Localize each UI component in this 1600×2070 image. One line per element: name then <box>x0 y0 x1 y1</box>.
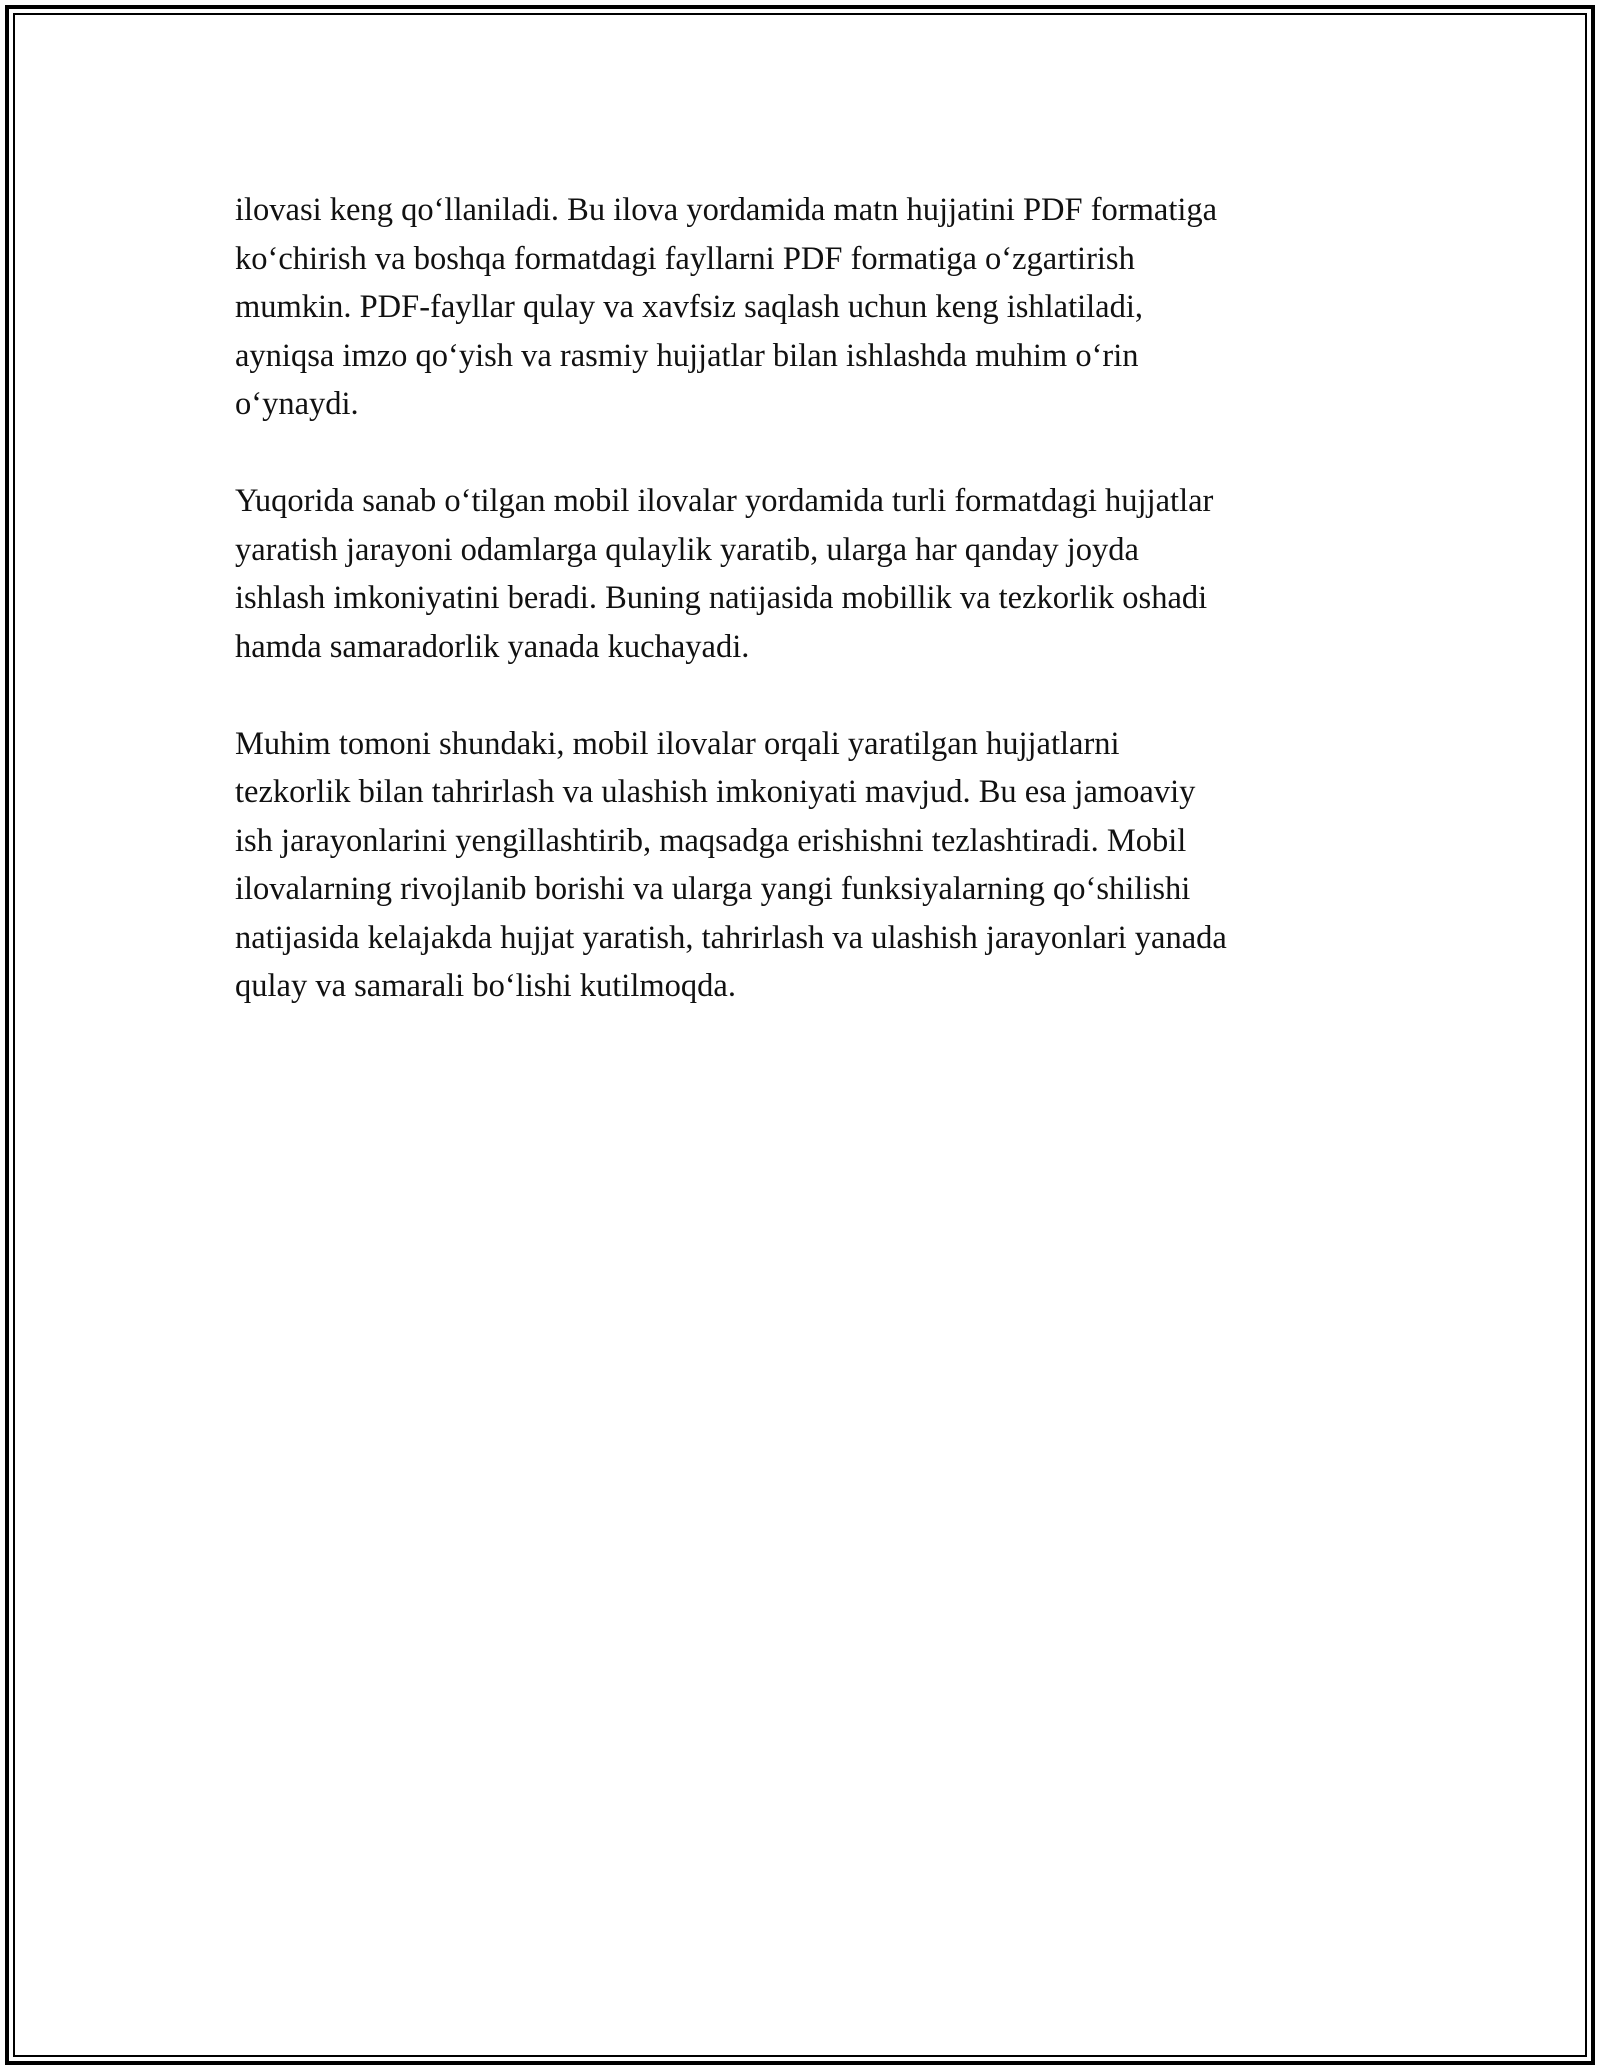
text-line: mumkin. PDF-fayllar qulay va xavfsiz saqlash uchun keng ishlatiladi, <box>235 289 1144 325</box>
paragraph-2 <box>235 477 1370 671</box>
text-line: Muhim tomoni shundaki, mobil ilovalar orqali yaratilgan hujjatlarni <box>235 725 1120 762</box>
text-line: natijasida kelajakda hujjat yaratish, tahrirlash va ulashish jarayonlari yanada <box>235 919 1227 956</box>
text-line: hamda samaradorlik yanada kuchayadi. <box>235 628 750 665</box>
text-line: ish jarayonlarini yengillashtirib, maqsadga erishishni tezlashtiradi. Mobil <box>235 822 1187 859</box>
text-line: tezkorlik bilan tahrirlash va ulashish imkoniyati mavjud. Bu esa jamoaviy <box>235 774 1196 810</box>
paragraph-3 <box>235 720 1370 1011</box>
text-line: Yuqorida sanab o‘tilgan mobil ilovalar yordamida turli formatdagi hujjatlar <box>235 483 1214 519</box>
text-line: ayniqsa imzo qo‘yish va rasmiy hujjatlar bilan ishlashda muhim o‘rin <box>235 337 1139 374</box>
text-line: yaratish jarayoni odamlarga qulaylik yaratib, ularga har qanday joyda <box>235 531 1139 568</box>
text-line: ilovasi keng qo‘llaniladi. Bu ilova yordamida matn hujjatini PDF formatiga <box>235 192 1218 228</box>
document-body <box>235 186 1370 1059</box>
text-line: ko‘chirish va boshqa formatdagi fayllarni PDF formatiga o‘zgartirish <box>235 240 1135 277</box>
text-line: o‘ynaydi. <box>235 386 359 422</box>
text-line: qulay va samarali bo‘lishi kutilmoqda. <box>235 968 736 1004</box>
paragraph-1 <box>235 186 1370 429</box>
text-line: ilovalarning rivojlanib borishi va ularga yangi funksiyalarning qo‘shilishi <box>235 871 1191 907</box>
text-line: ishlash imkoniyatini beradi. Buning natijasida mobillik va tezkorlik oshadi <box>235 580 1208 616</box>
